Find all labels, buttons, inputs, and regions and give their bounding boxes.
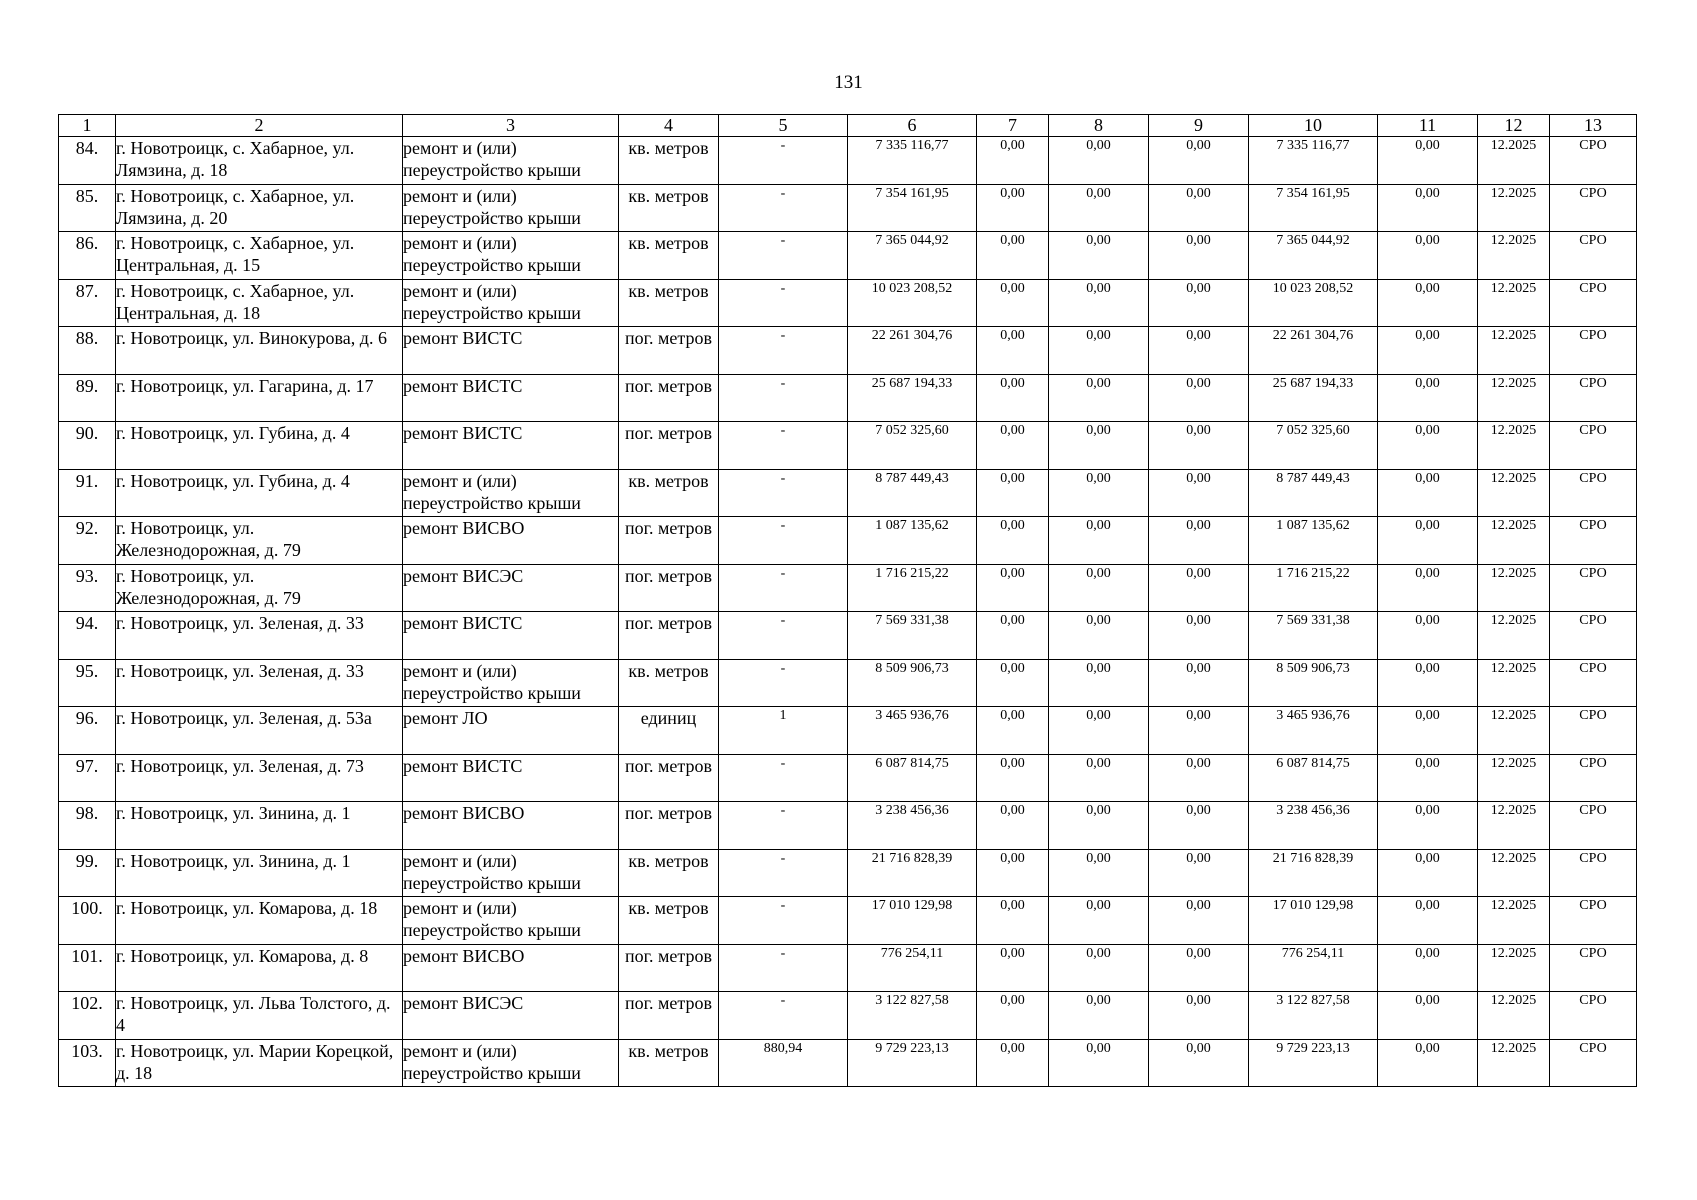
cell-quantity: - (719, 517, 848, 565)
cell-col-9: 0,00 (1149, 327, 1249, 375)
cell-col-9: 0,00 (1149, 469, 1249, 517)
cell-col-8: 0,00 (1049, 469, 1149, 517)
repair-registry-table (58, 114, 1637, 1087)
cell-deadline: 12.2025 (1478, 564, 1550, 612)
cell-col-10: 8 509 906,73 (1249, 659, 1378, 707)
cell-col-8: 0,00 (1049, 279, 1149, 327)
cell-address: г. Новотроицк, ул. Марии Корецкой, д. 18 (116, 1039, 403, 1087)
cell-row-number: 100. (59, 897, 116, 945)
cell-col-7: 0,00 (977, 564, 1049, 612)
column-header-3: 3 (403, 115, 619, 137)
cell-col-11: 0,00 (1378, 517, 1478, 565)
table-row (59, 802, 1637, 850)
cell-col-8: 0,00 (1049, 944, 1149, 992)
cell-unit: кв. метров (619, 137, 719, 185)
header-row (59, 115, 1637, 137)
cell-unit: пог. метров (619, 327, 719, 375)
cell-col-11: 0,00 (1378, 137, 1478, 185)
cell-quantity: - (719, 279, 848, 327)
cell-executor: СРО (1550, 564, 1637, 612)
table-row (59, 707, 1637, 755)
cell-quantity: - (719, 802, 848, 850)
cell-col-9: 0,00 (1149, 707, 1249, 755)
cell-col-7: 0,00 (977, 279, 1049, 327)
cell-executor: СРО (1550, 327, 1637, 375)
cell-executor: СРО (1550, 184, 1637, 232)
cell-deadline: 12.2025 (1478, 469, 1550, 517)
cell-address: г. Новотроицк, с. Хабарное, ул. Лямзина, д. 18 (116, 137, 403, 185)
cell-col-7: 0,00 (977, 1039, 1049, 1087)
column-header-10: 10 (1249, 115, 1378, 137)
cell-unit: кв. метров (619, 659, 719, 707)
cell-col-10: 7 365 044,92 (1249, 232, 1378, 280)
cell-col-8: 0,00 (1049, 802, 1149, 850)
cell-row-number: 102. (59, 992, 116, 1040)
cell-address: г. Новотроицк, ул. Комарова, д. 8 (116, 944, 403, 992)
cell-quantity: - (719, 612, 848, 660)
cell-work-type: ремонт и (или) переустройство крыши (403, 137, 619, 185)
column-header-1: 1 (59, 115, 116, 137)
column-header-4: 4 (619, 115, 719, 137)
cell-col-11: 0,00 (1378, 279, 1478, 327)
cell-address: г. Новотроицк, ул. Губина, д. 4 (116, 469, 403, 517)
cell-deadline: 12.2025 (1478, 707, 1550, 755)
cell-col-7: 0,00 (977, 469, 1049, 517)
cell-col-8: 0,00 (1049, 849, 1149, 897)
cell-col-11: 0,00 (1378, 897, 1478, 945)
cell-col-11: 0,00 (1378, 422, 1478, 470)
cell-executor: СРО (1550, 517, 1637, 565)
cell-executor: СРО (1550, 1039, 1637, 1087)
cell-quantity: - (719, 992, 848, 1040)
cell-total-cost: 9 729 223,13 (848, 1039, 977, 1087)
cell-col-10: 7 569 331,38 (1249, 612, 1378, 660)
cell-unit: пог. метров (619, 612, 719, 660)
cell-executor: СРО (1550, 232, 1637, 280)
cell-total-cost: 7 365 044,92 (848, 232, 977, 280)
table-row (59, 232, 1637, 280)
cell-total-cost: 22 261 304,76 (848, 327, 977, 375)
cell-work-type: ремонт ВИСВО (403, 802, 619, 850)
cell-col-8: 0,00 (1049, 1039, 1149, 1087)
cell-unit: пог. метров (619, 992, 719, 1040)
cell-unit: единиц (619, 707, 719, 755)
cell-executor: СРО (1550, 897, 1637, 945)
cell-col-7: 0,00 (977, 327, 1049, 375)
cell-executor: СРО (1550, 279, 1637, 327)
cell-row-number: 91. (59, 469, 116, 517)
cell-unit: кв. метров (619, 897, 719, 945)
cell-col-8: 0,00 (1049, 137, 1149, 185)
cell-total-cost: 7 354 161,95 (848, 184, 977, 232)
cell-quantity: - (719, 327, 848, 375)
cell-col-9: 0,00 (1149, 754, 1249, 802)
cell-unit: пог. метров (619, 754, 719, 802)
column-header-5: 5 (719, 115, 848, 137)
cell-row-number: 101. (59, 944, 116, 992)
cell-deadline: 12.2025 (1478, 754, 1550, 802)
cell-work-type: ремонт ВИСТС (403, 327, 619, 375)
table-row (59, 279, 1637, 327)
table-row (59, 374, 1637, 422)
cell-col-10: 1 087 135,62 (1249, 517, 1378, 565)
cell-row-number: 92. (59, 517, 116, 565)
cell-col-9: 0,00 (1149, 944, 1249, 992)
cell-col-10: 7 354 161,95 (1249, 184, 1378, 232)
column-header-9: 9 (1149, 115, 1249, 137)
column-header-13: 13 (1550, 115, 1637, 137)
cell-col-11: 0,00 (1378, 944, 1478, 992)
cell-col-11: 0,00 (1378, 232, 1478, 280)
cell-col-9: 0,00 (1149, 184, 1249, 232)
cell-total-cost: 10 023 208,52 (848, 279, 977, 327)
cell-total-cost: 7 052 325,60 (848, 422, 977, 470)
cell-total-cost: 7 335 116,77 (848, 137, 977, 185)
cell-row-number: 103. (59, 1039, 116, 1087)
cell-deadline: 12.2025 (1478, 422, 1550, 470)
cell-executor: СРО (1550, 612, 1637, 660)
cell-col-8: 0,00 (1049, 659, 1149, 707)
cell-quantity: 880,94 (719, 1039, 848, 1087)
cell-executor: СРО (1550, 754, 1637, 802)
cell-row-number: 93. (59, 564, 116, 612)
cell-col-8: 0,00 (1049, 564, 1149, 612)
cell-deadline: 12.2025 (1478, 659, 1550, 707)
cell-work-type: ремонт и (или) переустройство крыши (403, 232, 619, 280)
cell-work-type: ремонт и (или) переустройство крыши (403, 184, 619, 232)
cell-deadline: 12.2025 (1478, 232, 1550, 280)
cell-row-number: 85. (59, 184, 116, 232)
cell-row-number: 84. (59, 137, 116, 185)
cell-col-11: 0,00 (1378, 707, 1478, 755)
cell-unit: пог. метров (619, 517, 719, 565)
cell-quantity: - (719, 374, 848, 422)
cell-row-number: 99. (59, 849, 116, 897)
cell-total-cost: 8 787 449,43 (848, 469, 977, 517)
cell-col-9: 0,00 (1149, 137, 1249, 185)
cell-col-10: 3 238 456,36 (1249, 802, 1378, 850)
cell-total-cost: 17 010 129,98 (848, 897, 977, 945)
table-row (59, 944, 1637, 992)
cell-deadline: 12.2025 (1478, 184, 1550, 232)
cell-total-cost: 776 254,11 (848, 944, 977, 992)
cell-row-number: 97. (59, 754, 116, 802)
cell-address: г. Новотроицк, ул. Железнодорожная, д. 79 (116, 517, 403, 565)
cell-total-cost: 3 238 456,36 (848, 802, 977, 850)
cell-total-cost: 1 087 135,62 (848, 517, 977, 565)
cell-row-number: 86. (59, 232, 116, 280)
cell-quantity: 1 (719, 707, 848, 755)
cell-deadline: 12.2025 (1478, 374, 1550, 422)
column-header-6: 6 (848, 115, 977, 137)
cell-work-type: ремонт ВИСТС (403, 422, 619, 470)
cell-col-8: 0,00 (1049, 327, 1149, 375)
cell-work-type: ремонт ВИСТС (403, 754, 619, 802)
cell-deadline: 12.2025 (1478, 279, 1550, 327)
cell-row-number: 90. (59, 422, 116, 470)
cell-col-7: 0,00 (977, 897, 1049, 945)
cell-col-8: 0,00 (1049, 422, 1149, 470)
cell-address: г. Новотроицк, ул. Зинина, д. 1 (116, 802, 403, 850)
cell-quantity: - (719, 137, 848, 185)
cell-col-7: 0,00 (977, 754, 1049, 802)
cell-unit: кв. метров (619, 279, 719, 327)
cell-work-type: ремонт ВИСВО (403, 944, 619, 992)
cell-address: г. Новотроицк, ул. Зеленая, д. 73 (116, 754, 403, 802)
cell-work-type: ремонт и (или) переустройство крыши (403, 849, 619, 897)
cell-deadline: 12.2025 (1478, 802, 1550, 850)
cell-work-type: ремонт ВИСЭС (403, 992, 619, 1040)
cell-col-10: 3 122 827,58 (1249, 992, 1378, 1040)
table-row (59, 564, 1637, 612)
cell-col-10: 7 052 325,60 (1249, 422, 1378, 470)
cell-executor: СРО (1550, 707, 1637, 755)
cell-address: г. Новотроицк, ул. Зинина, д. 1 (116, 849, 403, 897)
cell-col-11: 0,00 (1378, 184, 1478, 232)
page-number: 131 (834, 72, 863, 93)
cell-quantity: - (719, 659, 848, 707)
cell-address: г. Новотроицк, с. Хабарное, ул. Лямзина, д. 20 (116, 184, 403, 232)
cell-work-type: ремонт и (или) переустройство крыши (403, 659, 619, 707)
table-row (59, 612, 1637, 660)
cell-work-type: ремонт ЛО (403, 707, 619, 755)
cell-col-10: 6 087 814,75 (1249, 754, 1378, 802)
cell-col-9: 0,00 (1149, 422, 1249, 470)
cell-quantity: - (719, 849, 848, 897)
cell-col-10: 9 729 223,13 (1249, 1039, 1378, 1087)
cell-address: г. Новотроицк, ул. Зеленая, д. 33 (116, 612, 403, 660)
cell-deadline: 12.2025 (1478, 897, 1550, 945)
cell-unit: кв. метров (619, 849, 719, 897)
cell-unit: кв. метров (619, 184, 719, 232)
cell-row-number: 87. (59, 279, 116, 327)
cell-work-type: ремонт и (или) переустройство крыши (403, 1039, 619, 1087)
cell-executor: СРО (1550, 849, 1637, 897)
table-row (59, 849, 1637, 897)
cell-address: г. Новотроицк, ул. Зеленая, д. 53а (116, 707, 403, 755)
cell-col-11: 0,00 (1378, 659, 1478, 707)
cell-col-7: 0,00 (977, 659, 1049, 707)
cell-total-cost: 21 716 828,39 (848, 849, 977, 897)
cell-col-9: 0,00 (1149, 517, 1249, 565)
cell-col-10: 21 716 828,39 (1249, 849, 1378, 897)
column-header-7: 7 (977, 115, 1049, 137)
cell-col-11: 0,00 (1378, 802, 1478, 850)
cell-deadline: 12.2025 (1478, 612, 1550, 660)
cell-executor: СРО (1550, 659, 1637, 707)
cell-col-11: 0,00 (1378, 564, 1478, 612)
cell-col-10: 10 023 208,52 (1249, 279, 1378, 327)
cell-col-8: 0,00 (1049, 612, 1149, 660)
column-header-2: 2 (116, 115, 403, 137)
cell-col-7: 0,00 (977, 374, 1049, 422)
cell-address: г. Новотроицк, с. Хабарное, ул. Центральная, д. 18 (116, 279, 403, 327)
cell-unit: пог. метров (619, 944, 719, 992)
table-row (59, 137, 1637, 185)
cell-col-11: 0,00 (1378, 469, 1478, 517)
column-header-11: 11 (1378, 115, 1478, 137)
cell-unit: пог. метров (619, 802, 719, 850)
cell-row-number: 88. (59, 327, 116, 375)
cell-col-11: 0,00 (1378, 612, 1478, 660)
cell-col-7: 0,00 (977, 612, 1049, 660)
cell-quantity: - (719, 184, 848, 232)
cell-col-11: 0,00 (1378, 374, 1478, 422)
cell-total-cost: 1 716 215,22 (848, 564, 977, 612)
cell-unit: кв. метров (619, 469, 719, 517)
cell-col-9: 0,00 (1149, 374, 1249, 422)
cell-executor: СРО (1550, 944, 1637, 992)
cell-col-10: 8 787 449,43 (1249, 469, 1378, 517)
cell-quantity: - (719, 469, 848, 517)
cell-col-7: 0,00 (977, 517, 1049, 565)
cell-col-11: 0,00 (1378, 754, 1478, 802)
cell-col-9: 0,00 (1149, 232, 1249, 280)
table-row (59, 754, 1637, 802)
cell-quantity: - (719, 564, 848, 612)
cell-col-10: 7 335 116,77 (1249, 137, 1378, 185)
cell-work-type: ремонт ВИСТС (403, 612, 619, 660)
cell-executor: СРО (1550, 469, 1637, 517)
cell-address: г. Новотроицк, ул. Льва Толстого, д. 4 (116, 992, 403, 1040)
table-row (59, 1039, 1637, 1087)
cell-executor: СРО (1550, 802, 1637, 850)
table-body (59, 137, 1637, 1087)
cell-col-9: 0,00 (1149, 802, 1249, 850)
cell-executor: СРО (1550, 992, 1637, 1040)
cell-quantity: - (719, 754, 848, 802)
cell-col-7: 0,00 (977, 944, 1049, 992)
cell-address: г. Новотроицк, ул. Винокурова, д. 6 (116, 327, 403, 375)
cell-address: г. Новотроицк, ул. Комарова, д. 18 (116, 897, 403, 945)
cell-deadline: 12.2025 (1478, 1039, 1550, 1087)
cell-col-10: 776 254,11 (1249, 944, 1378, 992)
table-row (59, 422, 1637, 470)
cell-quantity: - (719, 897, 848, 945)
cell-executor: СРО (1550, 137, 1637, 185)
cell-col-8: 0,00 (1049, 707, 1149, 755)
cell-col-10: 22 261 304,76 (1249, 327, 1378, 375)
cell-work-type: ремонт и (или) переустройство крыши (403, 897, 619, 945)
cell-col-8: 0,00 (1049, 517, 1149, 565)
cell-deadline: 12.2025 (1478, 517, 1550, 565)
cell-deadline: 12.2025 (1478, 944, 1550, 992)
cell-col-11: 0,00 (1378, 849, 1478, 897)
cell-col-8: 0,00 (1049, 184, 1149, 232)
cell-col-9: 0,00 (1149, 1039, 1249, 1087)
cell-col-9: 0,00 (1149, 612, 1249, 660)
cell-row-number: 98. (59, 802, 116, 850)
cell-quantity: - (719, 944, 848, 992)
cell-executor: СРО (1550, 374, 1637, 422)
cell-deadline: 12.2025 (1478, 992, 1550, 1040)
cell-col-10: 1 716 215,22 (1249, 564, 1378, 612)
cell-col-11: 0,00 (1378, 992, 1478, 1040)
cell-col-7: 0,00 (977, 184, 1049, 232)
cell-col-9: 0,00 (1149, 659, 1249, 707)
cell-total-cost: 8 509 906,73 (848, 659, 977, 707)
cell-col-8: 0,00 (1049, 232, 1149, 280)
cell-col-10: 17 010 129,98 (1249, 897, 1378, 945)
cell-quantity: - (719, 422, 848, 470)
cell-col-7: 0,00 (977, 707, 1049, 755)
cell-unit: пог. метров (619, 422, 719, 470)
cell-col-7: 0,00 (977, 137, 1049, 185)
cell-address: г. Новотроицк, ул. Губина, д. 4 (116, 422, 403, 470)
cell-address: г. Новотроицк, ул. Гагарина, д. 17 (116, 374, 403, 422)
cell-col-7: 0,00 (977, 232, 1049, 280)
cell-deadline: 12.2025 (1478, 849, 1550, 897)
table-header (59, 115, 1637, 137)
cell-work-type: ремонт и (или) переустройство крыши (403, 279, 619, 327)
table-row (59, 659, 1637, 707)
table-row (59, 184, 1637, 232)
cell-col-11: 0,00 (1378, 327, 1478, 375)
cell-col-10: 3 465 936,76 (1249, 707, 1378, 755)
cell-col-9: 0,00 (1149, 279, 1249, 327)
table-row (59, 517, 1637, 565)
cell-unit: кв. метров (619, 232, 719, 280)
cell-row-number: 94. (59, 612, 116, 660)
cell-address: г. Новотроицк, ул. Железнодорожная, д. 79 (116, 564, 403, 612)
cell-col-7: 0,00 (977, 992, 1049, 1040)
cell-col-8: 0,00 (1049, 992, 1149, 1040)
cell-total-cost: 25 687 194,33 (848, 374, 977, 422)
cell-total-cost: 6 087 814,75 (848, 754, 977, 802)
cell-row-number: 95. (59, 659, 116, 707)
cell-unit: пог. метров (619, 564, 719, 612)
cell-executor: СРО (1550, 422, 1637, 470)
cell-col-8: 0,00 (1049, 374, 1149, 422)
cell-total-cost: 7 569 331,38 (848, 612, 977, 660)
table-row (59, 469, 1637, 517)
cell-unit: пог. метров (619, 374, 719, 422)
cell-work-type: ремонт ВИСТС (403, 374, 619, 422)
cell-unit: кв. метров (619, 1039, 719, 1087)
cell-work-type: ремонт ВИСЭС (403, 564, 619, 612)
cell-work-type: ремонт ВИСВО (403, 517, 619, 565)
cell-total-cost: 3 122 827,58 (848, 992, 977, 1040)
cell-quantity: - (719, 232, 848, 280)
cell-col-10: 25 687 194,33 (1249, 374, 1378, 422)
cell-col-8: 0,00 (1049, 754, 1149, 802)
table-row (59, 327, 1637, 375)
cell-col-7: 0,00 (977, 802, 1049, 850)
cell-col-7: 0,00 (977, 422, 1049, 470)
column-header-12: 12 (1478, 115, 1550, 137)
cell-total-cost: 3 465 936,76 (848, 707, 977, 755)
cell-deadline: 12.2025 (1478, 137, 1550, 185)
cell-col-9: 0,00 (1149, 849, 1249, 897)
table-row (59, 992, 1637, 1040)
cell-col-11: 0,00 (1378, 1039, 1478, 1087)
cell-col-8: 0,00 (1049, 897, 1149, 945)
cell-col-9: 0,00 (1149, 992, 1249, 1040)
cell-deadline: 12.2025 (1478, 327, 1550, 375)
column-header-8: 8 (1049, 115, 1149, 137)
cell-address: г. Новотроицк, ул. Зеленая, д. 33 (116, 659, 403, 707)
cell-col-9: 0,00 (1149, 564, 1249, 612)
table-row (59, 897, 1637, 945)
cell-row-number: 89. (59, 374, 116, 422)
cell-col-9: 0,00 (1149, 897, 1249, 945)
cell-row-number: 96. (59, 707, 116, 755)
cell-work-type: ремонт и (или) переустройство крыши (403, 469, 619, 517)
cell-col-7: 0,00 (977, 849, 1049, 897)
cell-address: г. Новотроицк, с. Хабарное, ул. Центральная, д. 15 (116, 232, 403, 280)
